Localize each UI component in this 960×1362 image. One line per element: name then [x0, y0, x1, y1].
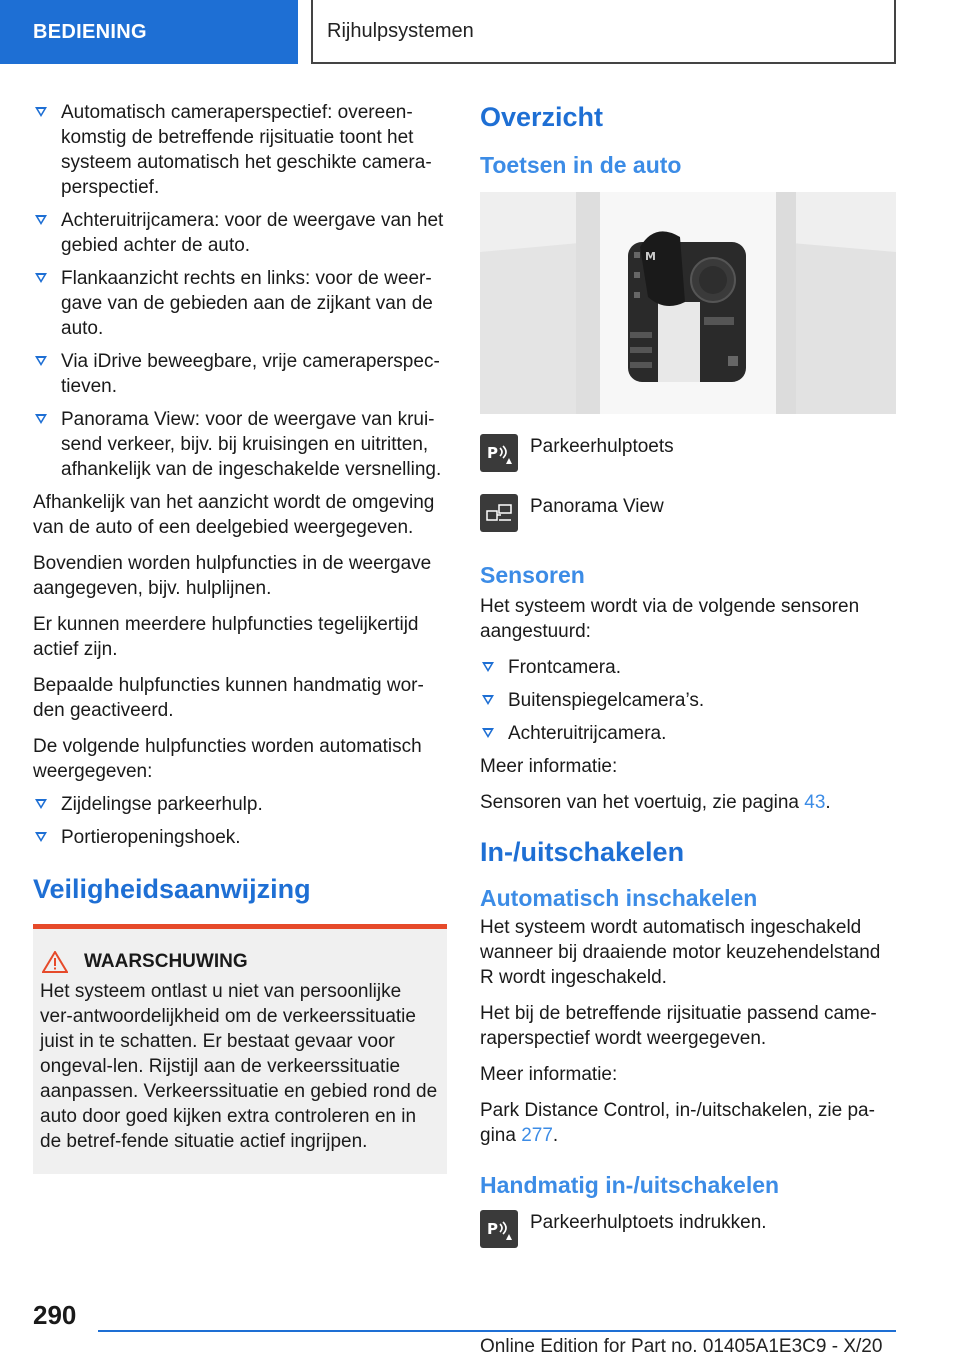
svg-text:P: P: [487, 1220, 498, 1238]
paragraph: De volgende hulpfuncties worden automatisch weergegeven:: [33, 736, 422, 782]
list-item: Frontcamera.: [480, 655, 896, 680]
list-item: Achteruitrijcamera.: [480, 721, 896, 746]
triangle-bullet-icon: [35, 414, 47, 424]
triangle-bullet-icon: [35, 799, 47, 809]
paragraph: Het systeem wordt automatisch ingeschakeld wanneer bij draaiende motor keuzehendelstand R wordt ingeschakeld.: [480, 917, 881, 988]
triangle-bullet-icon: [482, 695, 494, 705]
page-number: 290: [33, 1300, 77, 1330]
triangle-bullet-icon: [482, 728, 494, 738]
warning-title: WAARSCHUWING: [40, 951, 439, 973]
triangle-bullet-icon: [35, 215, 47, 225]
buttons-heading: Toetsen in de auto: [480, 152, 682, 178]
parking-assist-icon: [480, 1210, 518, 1248]
pdc-page-link[interactable]: 277: [521, 1125, 553, 1146]
auto-heading: Automatisch inschakelen: [480, 885, 758, 911]
paragraph: Sensoren van het voertuig, zie pagina 43.: [480, 792, 831, 813]
list-item: Flankaanzicht rechts en links: voor de weer-gave van de gebieden aan de zijkant van de auto.: [33, 266, 447, 341]
manual-heading: Handmatig in-/uitschakelen: [480, 1172, 780, 1198]
list-item: Zijdelingse parkeerhulp.: [33, 792, 447, 817]
panorama-view-icon: [480, 494, 518, 532]
parking-assist-label: Parkeerhulptoets: [530, 436, 674, 457]
triangle-bullet-icon: [35, 832, 47, 842]
right-column: [480, 100, 896, 1270]
manual-parking-assist-row: [480, 1210, 896, 1248]
gear-selector-illustration: [480, 192, 896, 414]
overview-heading: Overzicht: [480, 102, 604, 132]
sensors-page-link[interactable]: 43: [804, 792, 826, 813]
svg-text:P: P: [487, 444, 498, 462]
triangle-bullet-icon: [35, 356, 47, 366]
triangle-bullet-icon: [482, 662, 494, 672]
safety-heading: Veiligheidsaanwijzing: [33, 874, 311, 904]
manual-instruction: Parkeerhulptoets indrukken.: [530, 1212, 767, 1233]
triangle-bullet-icon: [35, 273, 47, 283]
paragraph: Park Distance Control, in-/uitschakelen, zie pa-gina 277.: [480, 1100, 875, 1146]
paragraph: Het bij de betreffende rijsituatie passend came-raperspectief wordt weergegeven.: [480, 1003, 877, 1049]
panorama-view-label: Panorama View: [530, 496, 664, 517]
triangle-bullet-icon: [35, 107, 47, 117]
list-item: Portieropeningshoek.: [33, 825, 447, 850]
left-column: [33, 100, 447, 1174]
warning-box: [33, 924, 447, 1174]
paragraph: Meer informatie:: [480, 756, 618, 777]
chapter-title: Rijhulpsystemen: [311, 0, 896, 64]
paragraph: Bepaalde hulpfuncties kunnen handmatig wor-den geactiveerd.: [33, 675, 424, 721]
svg-text:M: M: [645, 250, 656, 263]
paragraph: Bovendien worden hulpfuncties in de weergave aangegeven, bijv. hulplijnen.: [33, 553, 432, 599]
sensors-heading: Sensoren: [480, 562, 585, 588]
section-tab: BEDIENING: [0, 0, 298, 64]
parking-assist-button-row: [480, 434, 896, 472]
center-console-photo: [480, 192, 896, 414]
list-item: Via iDrive beweegbare, vrije cameraperspec-tieven.: [33, 349, 447, 399]
footer-divider: [98, 1330, 896, 1332]
view-list: [33, 100, 447, 482]
list-item: Achteruitrijcamera: voor de weergave van het gebied achter de auto.: [33, 208, 447, 258]
warning-text: Het systeem ontlast u niet van persoonlijke ver-antwoordelijkheid om de verkeerssituatie juist in te schatten. Er bestaat gevaar voor ongeval-len. Rijstijl aan de verkeerssituatie aanpassen. Verkeerssituatie en gebied rond de auto door goed kijken extra controleren en in de betref-fende situatie actief ingrijpen.: [40, 981, 438, 1152]
list-item: Buitenspiegelcamera’s.: [480, 688, 896, 713]
sensors-list: [480, 655, 896, 746]
paragraph: Het systeem wordt via de volgende sensoren aangestuurd:: [480, 596, 860, 642]
paragraph: Er kunnen meerdere hulpfuncties tegelijkertijd actief zijn.: [33, 614, 419, 660]
edition-footer: Online Edition for Part no. 01405A1E3C9 - X/20: [480, 1336, 883, 1357]
list-item: Automatisch cameraperspectief: overeen-komstig de betreffende rijsituatie toont het systeem automatisch het geschikte camera-perspectief.: [33, 100, 447, 200]
paragraph: Meer informatie:: [480, 1064, 618, 1085]
paragraph: Afhankelijk van het aanzicht wordt de omgeving van de auto of een deelgebied weergegeven.: [33, 492, 435, 538]
list-item: Panorama View: voor de weergave van krui-send verkeer, bijv. bij kruisingen en uitritten, afhankelijk van de ingeschakelde versnelling.: [33, 407, 447, 482]
auto-functions-list: [33, 792, 447, 850]
warning-triangle-icon: [42, 951, 68, 973]
panorama-view-button-row: [480, 494, 896, 532]
parking-assist-icon: [480, 434, 518, 472]
onoff-heading: In-/uitschakelen: [480, 837, 685, 867]
